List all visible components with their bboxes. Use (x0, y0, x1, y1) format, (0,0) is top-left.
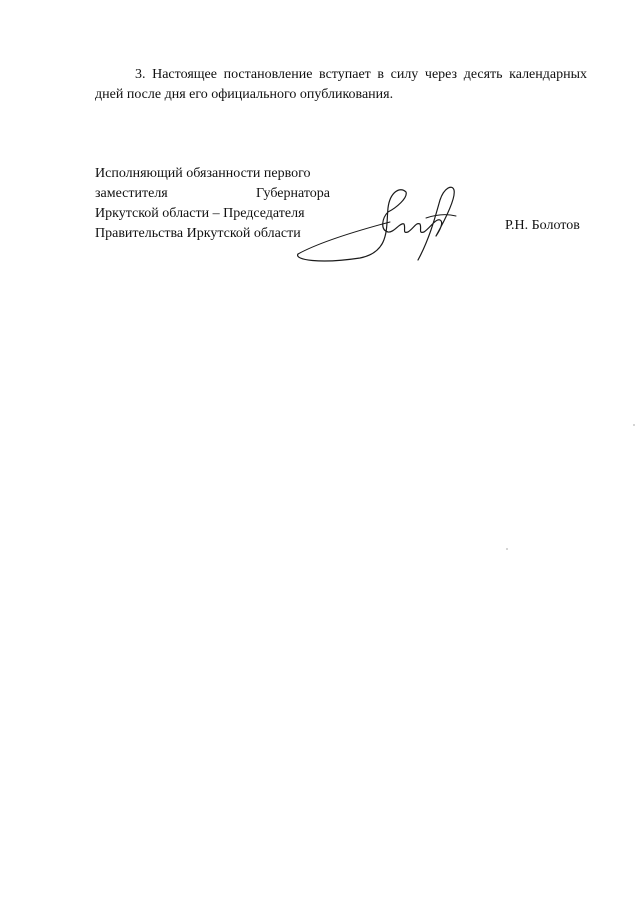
position-line-4: Правительства Иркутской области (95, 226, 301, 241)
scan-speck (633, 424, 635, 426)
scan-speck (506, 548, 508, 550)
position-line-3: Иркутской области – Председателя (95, 206, 305, 221)
position-line-2-right: Губернатора (255, 186, 330, 201)
paragraph-3-text: 3. Настоящее постановление вступает в силу через десять календарных дней после дня его официального опубликования. (95, 67, 587, 102)
position-line-1: Исполняющий обязанности первого (95, 166, 311, 181)
handwritten-signature (290, 178, 460, 268)
paragraph-3 (95, 65, 587, 105)
position-line-2-left: заместителя (95, 186, 168, 201)
signer-name: Р.Н. Болотов (505, 218, 580, 233)
